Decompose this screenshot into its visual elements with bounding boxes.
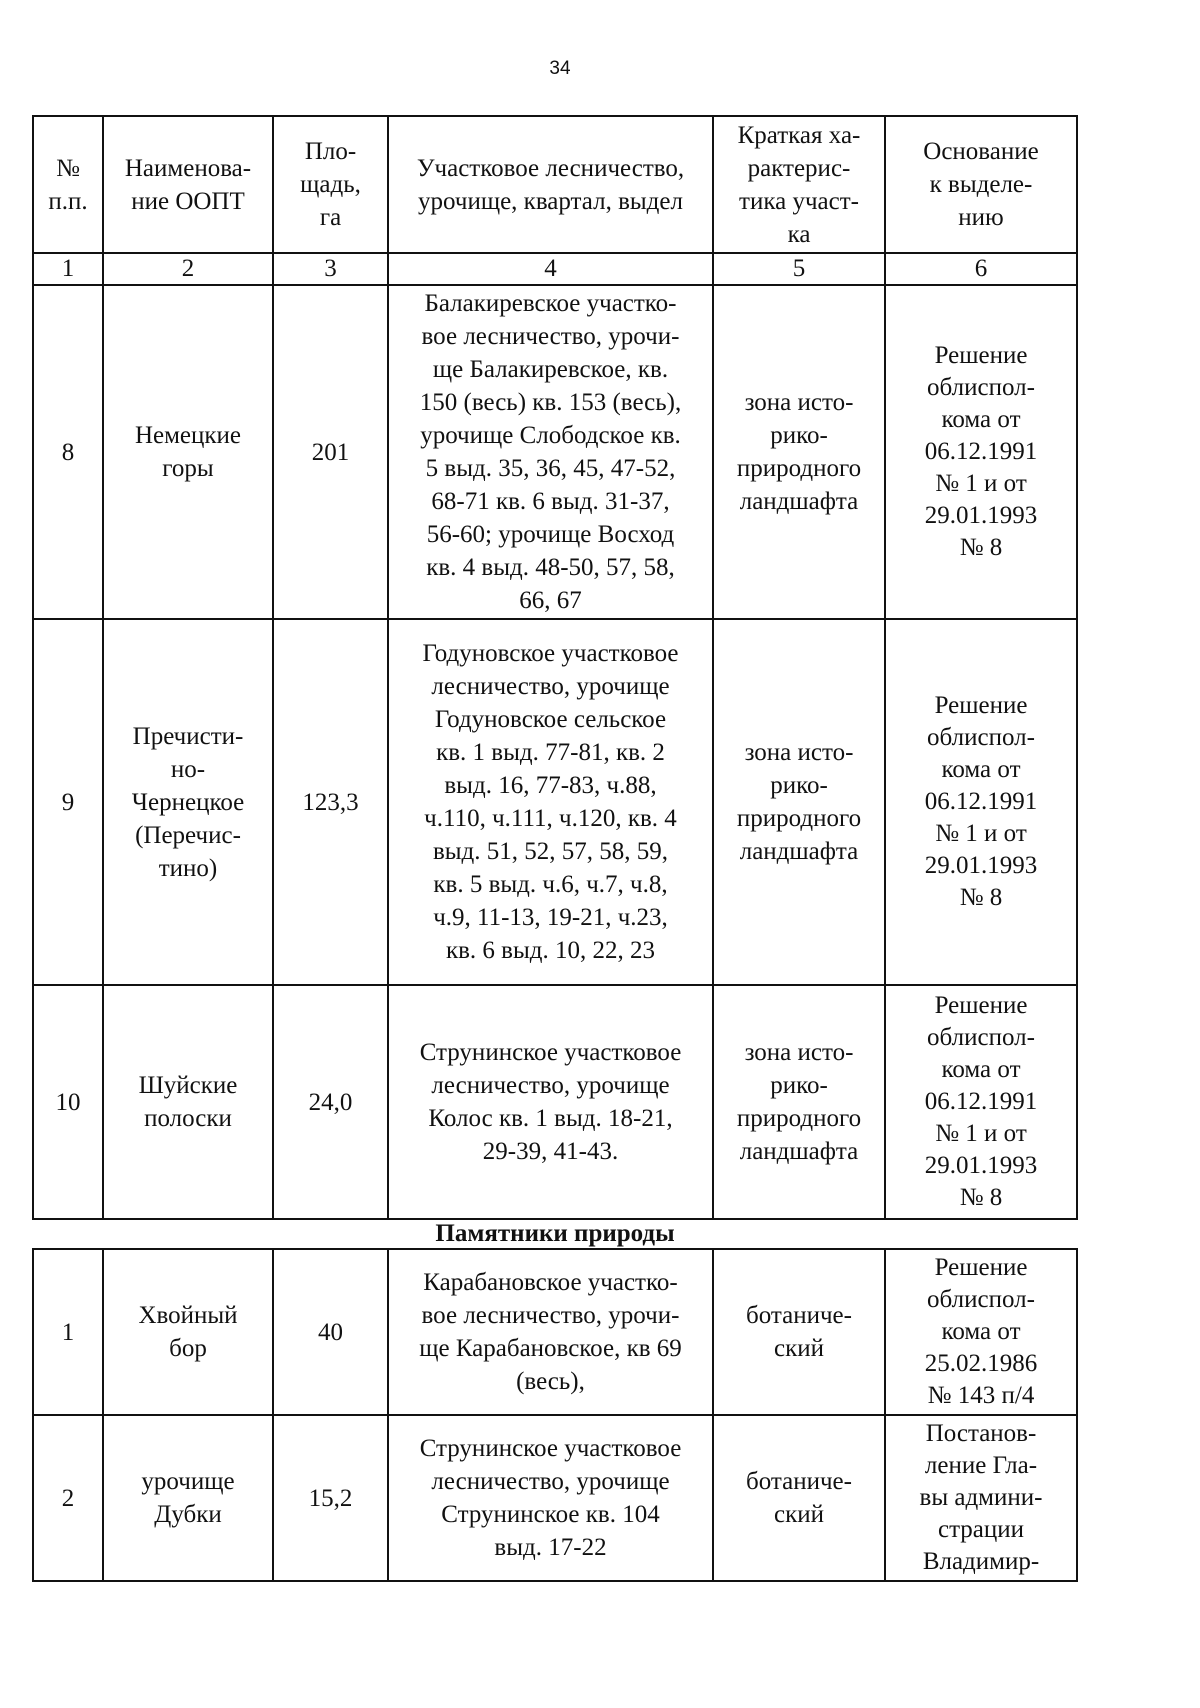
area-characteristic: ботаниче- ский [713, 1249, 885, 1415]
section-title: Памятники природы [33, 1219, 1077, 1249]
row-number: 2 [33, 1415, 103, 1581]
table-row [33, 619, 1077, 985]
area-name: Немецкие горы [103, 285, 273, 619]
header-basis: Основание к выделе- нию [885, 116, 1077, 253]
area-basis: Решение облиспол- кома от 25.02.1986 № 143 п/4 [885, 1249, 1077, 1415]
protected-areas-table [32, 115, 1078, 1582]
area-basis: Решение облиспол- кома от 06.12.1991 № 1 и от 29.01.1993 № 8 [885, 985, 1077, 1219]
area-location: Струнинское участковое лесничество, урочище Струнинское кв. 104 выд. 17-22 [388, 1415, 713, 1581]
header-name: Наименова- ние ООПТ [103, 116, 273, 253]
row-number: 8 [33, 285, 103, 619]
area-size: 123,3 [273, 619, 388, 985]
column-number: 5 [713, 253, 885, 285]
row-number: 1 [33, 1249, 103, 1415]
area-name: Пречисти- но- Чернецкое (Перечис- тино) [103, 619, 273, 985]
column-number-row [33, 253, 1077, 285]
column-number: 1 [33, 253, 103, 285]
table-row [33, 985, 1077, 1219]
row-number: 10 [33, 985, 103, 1219]
area-name: урочище Дубки [103, 1415, 273, 1581]
area-characteristic: зона исто- рико- природного ландшафта [713, 619, 885, 985]
table-row [33, 285, 1077, 619]
header-number: № п.п. [33, 116, 103, 253]
area-characteristic: зона исто- рико- природного ландшафта [713, 285, 885, 619]
area-size: 15,2 [273, 1415, 388, 1581]
area-name: Шуйские полоски [103, 985, 273, 1219]
column-number: 6 [885, 253, 1077, 285]
table-row [33, 1249, 1077, 1415]
section-header-row [33, 1219, 1077, 1249]
header-area: Пло- щадь, га [273, 116, 388, 253]
area-size: 40 [273, 1249, 388, 1415]
header-characteristic: Краткая ха- рактерис- тика участ- ка [713, 116, 885, 253]
column-number: 2 [103, 253, 273, 285]
area-size: 201 [273, 285, 388, 619]
area-basis: Постанов- ление Гла- вы админи- страции Владимир- [885, 1415, 1077, 1581]
page-number: 34 [549, 58, 571, 79]
area-location: Карабановское участко- вое лесничество, урочи- ще Карабановское, кв 69 (весь), [388, 1249, 713, 1415]
area-location: Годуновское участковое лесничество, урочище Годуновское сельское кв. 1 выд. 77-81, кв. 2 выд. 16, 77-83, ч.88, ч.110, ч.111, ч.120, кв. 4 выд. 51, 52, 57, 58, 59, кв. 5 выд. ч.6, ч.7, ч.8, ч.9, 11-13, 19-21, ч.23, кв. 6 выд. 10, 22, 23 [388, 619, 713, 985]
area-name: Хвойный бор [103, 1249, 273, 1415]
row-number: 9 [33, 619, 103, 985]
area-basis: Решение облиспол- кома от 06.12.1991 № 1 и от 29.01.1993 № 8 [885, 619, 1077, 985]
area-location: Струнинское участковое лесничество, урочище Колос кв. 1 выд. 18-21, 29-39, 41-43. [388, 985, 713, 1219]
area-size: 24,0 [273, 985, 388, 1219]
area-basis: Решение облиспол- кома от 06.12.1991 № 1 и от 29.01.1993 № 8 [885, 285, 1077, 619]
header-location: Участковое лесничество, урочище, квартал, выдел [388, 116, 713, 253]
table-header-row [33, 116, 1077, 253]
area-characteristic: зона исто- рико- природного ландшафта [713, 985, 885, 1219]
column-number: 4 [388, 253, 713, 285]
column-number: 3 [273, 253, 388, 285]
area-characteristic: ботаниче- ский [713, 1415, 885, 1581]
area-location: Балакиревское участко- вое лесничество, урочи- ще Балакиревское, кв. 150 (весь) кв. 153 (весь), урочище Слободское кв. 5 выд. 35, 36, 45, 47-52, 68-71 кв. 6 выд. 31-37, 56-60; урочище Восход кв. 4 выд. 48-50, 57, 58, 66, 67 [388, 285, 713, 619]
table-row [33, 1415, 1077, 1581]
